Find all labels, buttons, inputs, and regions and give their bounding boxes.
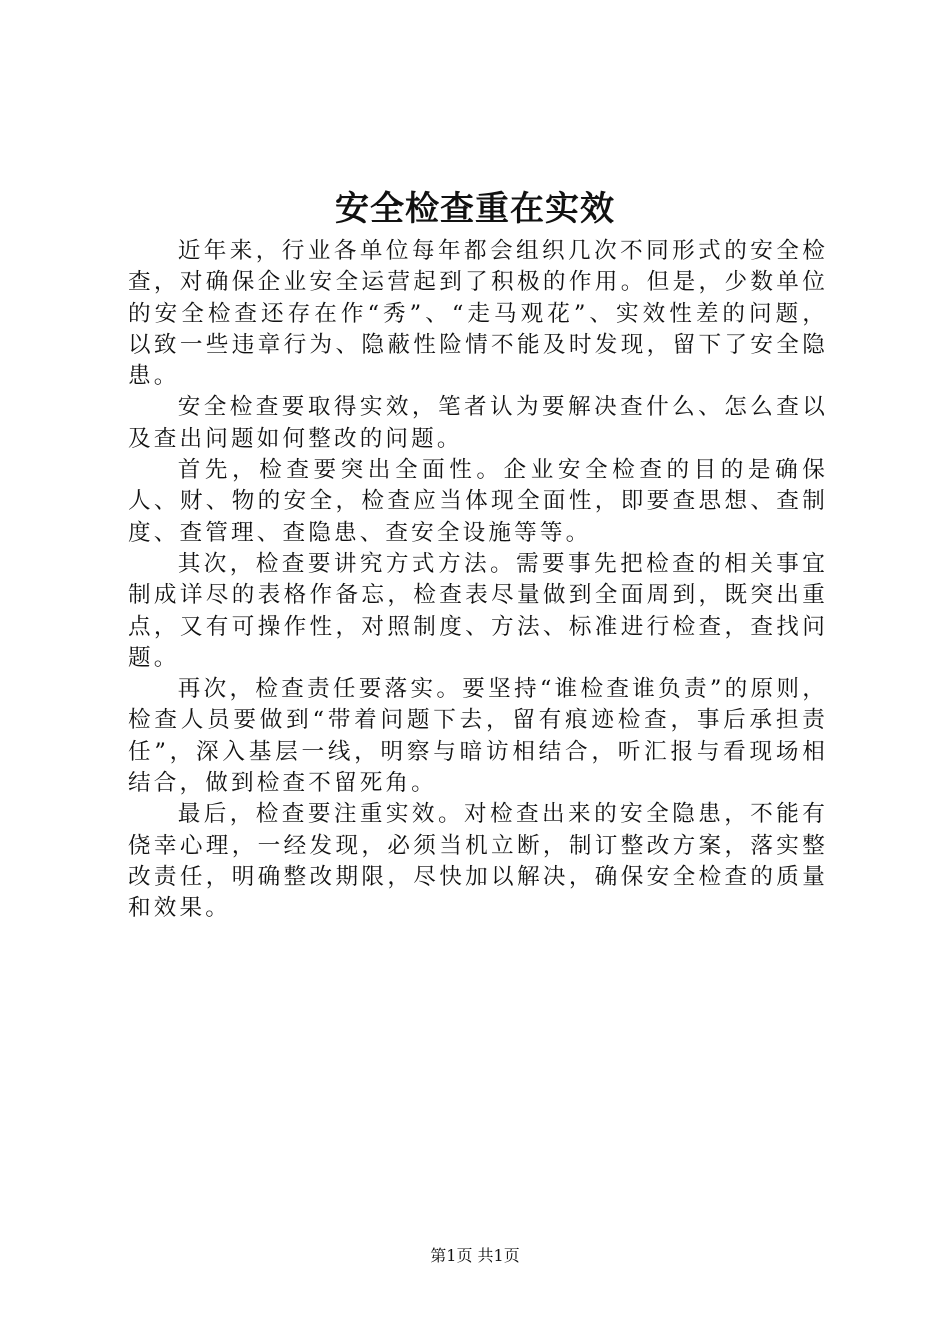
page-number-footer: 第1页 共1页 — [430, 1246, 520, 1265]
paragraph-6: 最后，检查要注重实效。对检查出来的安全隐患，不能有侥幸心理，一经发现，必须当机立断，制订整改方案，落实整改责任，明确整改期限，尽快加以解决，确保安全检查的质量和效果。 — [128, 801, 828, 922]
paragraph-3: 首先，检查要突出全面性。企业安全检查的目的是确保人、财、物的安全，检查应当体现全面性，即要查思想、查制度、查管理、查隐患、查安全设施等等。 — [128, 457, 828, 546]
paragraph-1: 近年来，行业各单位每年都会组织几次不同形式的安全检查，对确保企业安全运营起到了积极的作用。但是，少数单位的安全检查还存在作“秀”、“走马观花”、实效性差的问题，以致一些违章行为、隐蔽性险情不能及时发现，留下了安全隐患。 — [128, 238, 828, 390]
document-body — [128, 236, 828, 925]
document-title: 安全检查重在实效 — [335, 189, 615, 229]
paragraph-5: 再次，检查责任要落实。要坚持“谁检查谁负责”的原则，检查人员要做到“带着问题下去，留有痕迹检查，事后承担责任”，深入基层一线，明察与暗访相结合，听汇报与看现场相结合，做到检查不留死角。 — [128, 676, 828, 797]
paragraph-2: 安全检查要取得实效，笔者认为要解决查什么、怎么查以及查出问题如何整改的问题。 — [128, 394, 828, 452]
paragraph-4: 其次，检查要讲究方式方法。需要事先把检查的相关事宜制成详尽的表格作备忘，检查表尽量做到全面周到，既突出重点，又有可操作性，对照制度、方法、标准进行检查，查找问题。 — [128, 550, 828, 671]
